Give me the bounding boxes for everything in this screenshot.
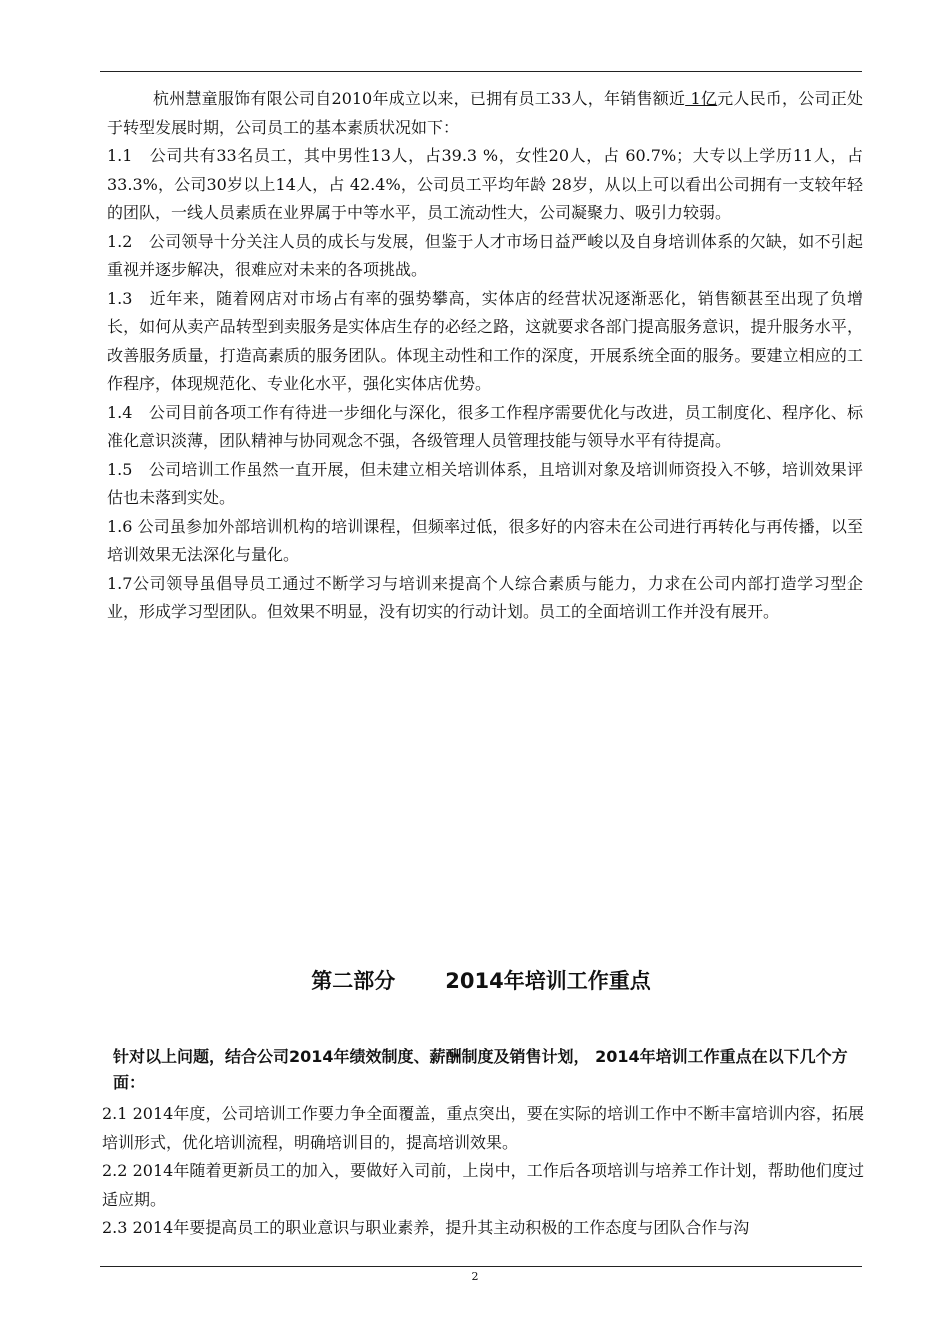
item-1-2: 1.2 公司领导十分关注人员的成长与发展，但鉴于人才市场日益严峻以及自身培训体系的欠缺，如不引起重视并逐步解决，很难应对未来的各项挑战。 (107, 231, 863, 279)
intro-paragraph: 杭州慧童服饰有限公司自2010年成立以来，已拥有员工33人，年销售额近 1亿元人民币，公司正处于转型发展时期，公司员工的基本素质状况如下： (107, 89, 863, 137)
item-1-3: 1.3 近年来，随着网店对市场占有率的强势攀高，实体店的经营状况逐渐恶化，销售额甚至出现了负增长，如何从卖产品转型到卖服务是实体店生存的必经之路，这就要求各部门提高服务意识，提升服务水平，改善服务质量，打造高素质的服务团队。体现主动性和工作的深度，开展系统全面的服务。要建立相应的工作程序，体现规范化、专业化水平，强化实体店优势。 (107, 288, 863, 393)
section2-title: 第二部分 2014年培训工作重点 (311, 969, 651, 993)
header-rule (100, 71, 862, 72)
footer-rule (100, 1266, 862, 1267)
section2-intro: 针对以上问题，结合公司2014年绩效制度、薪酬制度及销售计划， 2014年培训工作重点在以下几个方面： (113, 1047, 848, 1092)
item-1-1: 1.1 公司共有33名员工，其中男性13人，占39.3 %，女性20人，占 60.7%；大专以上学历11人，占33.3%，公司30岁以上14人，占 42.4%，公司员工平均年龄 28岁，从以上可以看出公司拥有一支较年轻的团队，一线人员素质在业界属于中等水平，员工流动性大，公司凝聚力、吸引力较弱。 (107, 146, 863, 222)
section1-body (107, 85, 863, 627)
section2-body (102, 1100, 864, 1243)
item-1-6: 1.6 公司虽参加外部培训机构的培训课程，但频率过低，很多好的内容未在公司进行再转化与再传播，以至培训效果无法深化与量化。 (107, 516, 863, 564)
item-2-1: 2.1 2014年度，公司培训工作要力争全面覆盖，重点突出，要在实际的培训工作中不断丰富培训内容，拓展培训形式，优化培训流程，明确培训目的，提高培训效果。 (102, 1104, 864, 1152)
item-1-5: 1.5 公司培训工作虽然一直开展，但未建立相关培训体系，且培训对象及培训师资投入不够，培训效果评估也未落到实处。 (107, 459, 863, 507)
item-2-2: 2.2 2014年随着更新员工的加入，要做好入司前，上岗中，工作后各项培训与培养工作计划，帮助他们度过适应期。 (102, 1161, 864, 1209)
item-1-7: 1.7公司领导虽倡导员工通过不断学习与培训来提高个人综合素质与能力，力求在公司内部打造学习型企业，形成学习型团队。但效果不明显，没有切实的行动计划。员工的全面培训工作并没有展开。 (107, 573, 863, 621)
item-1-4: 1.4 公司目前各项工作有待进一步细化与深化，很多工作程序需要优化与改进，员工制度化、程序化、标准化意识淡薄，团队精神与协同观念不强，各级管理人员管理技能与领导水平有待提高。 (107, 402, 863, 450)
item-2-3: 2.3 2014年要提高员工的职业意识与职业素养，提升其主动积极的工作态度与团队合作与沟 (102, 1218, 750, 1237)
page-number: 2 (471, 1270, 479, 1283)
